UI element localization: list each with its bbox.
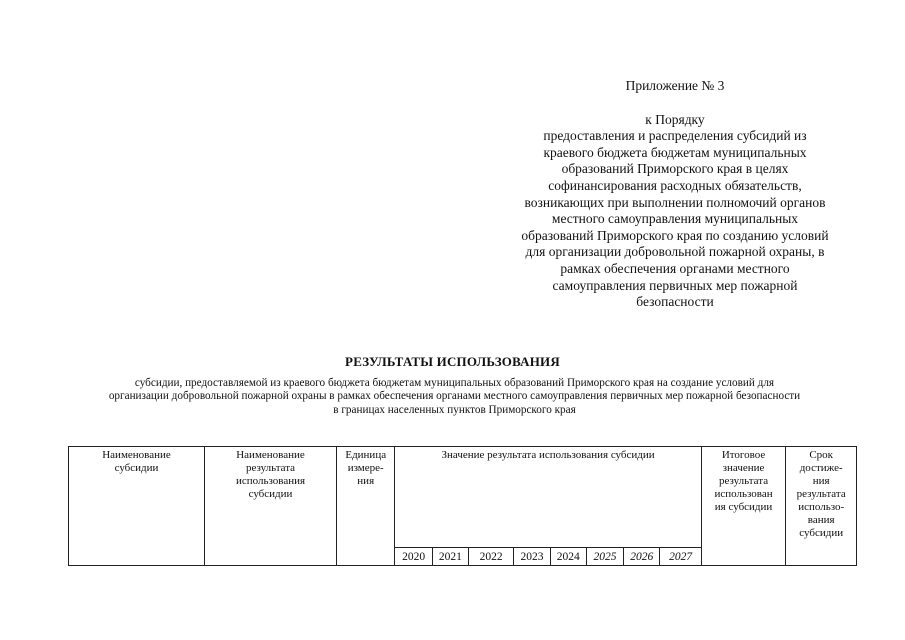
- header-subsidy-name: Наименование субсидии: [69, 447, 205, 566]
- header-value: Значение результата использования субсидии: [395, 447, 701, 548]
- results-table: [68, 446, 857, 566]
- year-cell: 2025: [586, 548, 623, 566]
- document-subtitle: [52, 377, 857, 417]
- appendix-line: рамках обеспечения органами местного: [560, 260, 790, 276]
- appendix-line: местного самоуправления муниципальных: [551, 211, 799, 227]
- header-result-name: Наименование результата использования субсидии: [205, 447, 337, 566]
- appendix-line: софинансирования расходных обязательств,: [548, 177, 802, 193]
- appendix-line: образований Приморского края по созданию условий: [521, 227, 829, 243]
- year-cell: 2023: [514, 548, 550, 566]
- year-cell: 2021: [432, 548, 468, 566]
- appendix-line: к Порядку: [645, 111, 705, 127]
- year-cell: 2027: [660, 548, 701, 566]
- year-cell: 2026: [624, 548, 660, 566]
- appendix-line: краевого бюджета бюджетам муниципальных: [543, 144, 807, 160]
- year-cell: 2024: [550, 548, 586, 566]
- header-deadline: Срок достиже- ния результата использо- вания субсидии: [786, 447, 857, 566]
- subtitle-line: в границах населенных пунктов Приморского края: [333, 403, 576, 416]
- year-cell: 2022: [468, 548, 513, 566]
- header-unit: Единица измере- ния: [337, 447, 395, 566]
- appendix-line: возникающих при выполнении полномочий органов: [524, 194, 826, 210]
- appendix-header: [490, 78, 860, 311]
- subtitle-line: субсидии, предоставляемой из краевого бюджета бюджетам муниципальных образований Приморского края на создание условий для: [134, 377, 775, 389]
- appendix-line: предоставления и распределения субсидий из: [543, 128, 807, 144]
- appendix-line: безопасности: [636, 294, 714, 310]
- appendix-line: образований Приморского края в целях: [561, 161, 789, 177]
- appendix-line: самоуправления первичных мер пожарной: [552, 277, 798, 293]
- year-cell: 2020: [395, 548, 432, 566]
- appendix-number: Приложение № 3: [625, 78, 725, 93]
- document-title: РЕЗУЛЬТАТЫ ИСПОЛЬЗОВАНИЯ: [345, 354, 560, 369]
- subtitle-line: организации добровольной пожарной охраны в рамках обеспечения органами местного самоуправления первичных мер пожарной безопасности: [108, 390, 801, 403]
- header-total: Итоговое значение результата использован ия субсидии: [701, 447, 786, 566]
- appendix-line: для организации добровольной пожарной охраны, в: [525, 244, 825, 260]
